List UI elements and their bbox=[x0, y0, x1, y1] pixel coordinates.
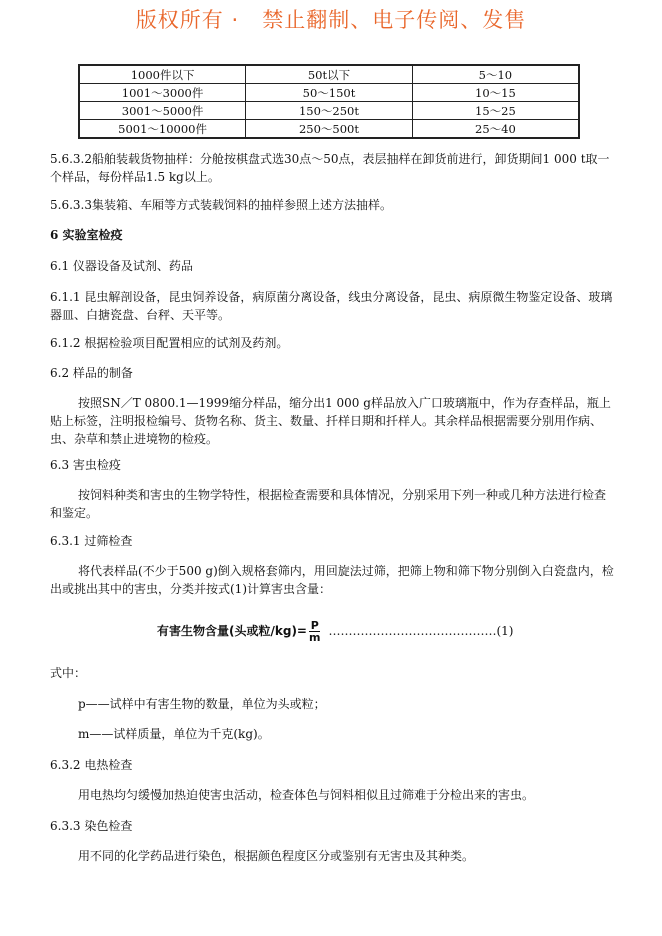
table-cell: 10～15 bbox=[412, 84, 579, 102]
definition-m: m——试样质量，单位为千克(kg)。 bbox=[78, 727, 270, 741]
section-heading-6-2: 6.2 样品的制备 bbox=[50, 366, 133, 380]
formula-denominator: m bbox=[308, 631, 321, 644]
definition-p: p——试样中有害生物的数量，单位为头或粒； bbox=[78, 697, 326, 711]
table-cell: 50t以下 bbox=[246, 65, 413, 84]
table-row bbox=[79, 102, 579, 120]
table-cell: 1001～3000件 bbox=[79, 84, 246, 102]
table-cell: 150～250t bbox=[246, 102, 413, 120]
table-cell: 1000件以下 bbox=[79, 65, 246, 84]
clause-6-2-body: 按照SN／T 0800.1—1999缩分样品，缩分出1 000 g样品放入广口玻璃瓶中，作为存查样品，瓶上贴上标签，注明报检编号、货物名称、货主、数量、扦样日期和扦样人。其余样品根据需要分别用作病、虫、杂草和禁止进境物的检疫。 bbox=[50, 396, 611, 446]
formula-fraction bbox=[309, 620, 320, 643]
clause-6-3-2-body: 用电热均匀缓慢加热迫使害虫活动，检查体色与饲料相似且过筛难于分检出来的害虫。 bbox=[78, 788, 535, 802]
sampling-table bbox=[78, 64, 580, 139]
section-heading-6-3-3: 6.3.3 染色检查 bbox=[50, 819, 133, 833]
clause-6-1-2: 6.1.2 根据检验项目配置相应的试剂及药剂。 bbox=[50, 336, 289, 350]
formula-numerator: P bbox=[310, 619, 319, 632]
table-cell: 25～40 bbox=[412, 120, 579, 139]
formula-leader-dots: …………………………………… bbox=[328, 624, 497, 638]
table-row bbox=[79, 120, 579, 139]
clause-6-3-body: 按饲料种类和害虫的生物学特性，根据检查需要和具体情况，分别采用下列一种或几种方法进行检查和鉴定。 bbox=[50, 488, 607, 520]
formula-number: (1) bbox=[496, 624, 514, 638]
table-cell: 50～150t bbox=[246, 84, 413, 102]
table-cell: 5001～10000件 bbox=[79, 120, 246, 139]
clause-6-3-1-body: 将代表样品(不少于500 g)倒入规格套筛内，用回旋法过筛，把筛上物和筛下物分别倒入白瓷盘内，检出或挑出其中的害虫，分类并按式(1)计算害虫含量： bbox=[50, 564, 614, 596]
table-row bbox=[79, 65, 579, 84]
clause-5-6-3-2: 5.6.3.2船舶装载货物抽样：分舱按棋盘式选30点～50点，表层抽样在卸货前进行，卸货期间1 000 t取一个样品，每份样品1.5 kg以上。 bbox=[50, 152, 610, 184]
section-heading-6-1: 6.1 仪器设备及试剂、药品 bbox=[50, 259, 193, 273]
where-label: 式中： bbox=[50, 666, 87, 680]
copyright-watermark: 版权所有 · 禁止翻制、电子传阅、发售 bbox=[135, 8, 527, 32]
table-row bbox=[79, 84, 579, 102]
table-cell: 250～500t bbox=[246, 120, 413, 139]
clause-6-3-3-body: 用不同的化学药品进行染色，根据颜色程度区分或鉴别有无害虫及其种类。 bbox=[78, 849, 475, 863]
section-heading-6: 6 实验室检疫 bbox=[50, 228, 123, 242]
formula-1 bbox=[157, 620, 517, 643]
table-cell: 15～25 bbox=[412, 102, 579, 120]
table-cell: 5～10 bbox=[412, 65, 579, 84]
section-heading-6-3-2: 6.3.2 电热检查 bbox=[50, 758, 133, 772]
table-cell: 3001～5000件 bbox=[79, 102, 246, 120]
clause-6-1-1: 6.1.1 昆虫解剖设备，昆虫饲养设备，病原菌分离设备，线虫分离设备，昆虫、病原微生物鉴定设备、玻璃器皿、白搪瓷盘、台秤、天平等。 bbox=[50, 290, 613, 322]
formula-lhs: 有害生物含量(头或粒/kg)= bbox=[157, 624, 307, 638]
section-heading-6-3-1: 6.3.1 过筛检查 bbox=[50, 534, 133, 548]
section-heading-6-3: 6.3 害虫检疫 bbox=[50, 458, 121, 472]
clause-5-6-3-3: 5.6.3.3集装箱、车厢等方式装载饲料的抽样参照上述方法抽样。 bbox=[50, 198, 392, 212]
